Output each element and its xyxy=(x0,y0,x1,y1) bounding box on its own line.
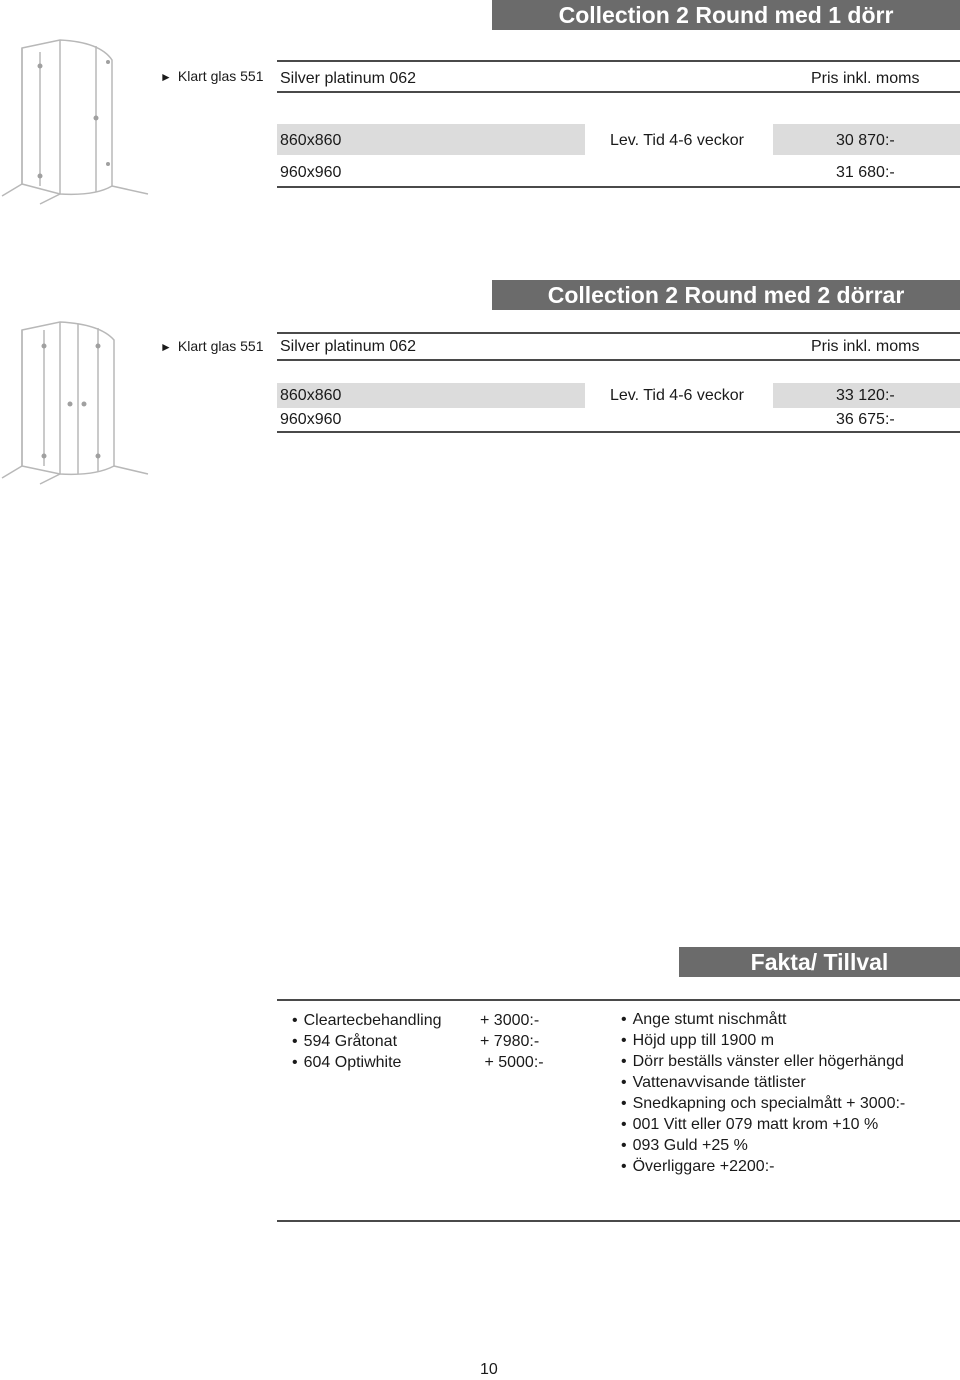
list-item xyxy=(292,1010,592,1031)
list-item: • Höjd upp till 1900 m xyxy=(621,1030,905,1051)
list-item: • 093 Guld +25 % xyxy=(621,1135,905,1156)
price-header: Pris inkl. moms xyxy=(811,338,920,355)
divider xyxy=(277,60,960,62)
list-item: • Överliggare +2200:- xyxy=(621,1156,905,1177)
list-item: • 001 Vitt eller 079 matt krom +10 % xyxy=(621,1114,905,1135)
divider xyxy=(277,359,960,361)
list-item xyxy=(292,1031,592,1052)
glass-label: Klart glas 551 xyxy=(177,338,264,354)
glass-option xyxy=(160,66,264,87)
option-price: + 3000:- xyxy=(480,1012,540,1029)
price-cell: 36 675:- xyxy=(836,411,895,428)
divider xyxy=(277,91,960,93)
option-name: • Cleartecbehandling xyxy=(292,1012,441,1029)
price-cell: 30 870:- xyxy=(836,132,895,149)
price-cell: 33 120:- xyxy=(836,387,895,404)
play-arrow-icon: ► xyxy=(160,340,172,354)
notes-list xyxy=(621,1009,905,1177)
lead-time: Lev. Tid 4-6 veckor xyxy=(610,387,744,404)
list-item: • Dörr beställs vänster eller högerhängd xyxy=(621,1051,905,1072)
divider xyxy=(277,1220,960,1222)
product-title: Collection 2 Round med 1 dörr xyxy=(492,0,960,30)
divider xyxy=(277,999,960,1001)
price-cell: 31 680:- xyxy=(836,164,895,181)
shower-enclosure-2-doors-icon xyxy=(0,316,150,486)
glass-option xyxy=(160,336,264,357)
page-number: 10 xyxy=(480,1361,498,1378)
option-name: • 594 Gråtonat xyxy=(292,1033,397,1050)
list-item: • Snedkapning och specialmått + 3000:- xyxy=(621,1093,905,1114)
list-item xyxy=(292,1052,592,1073)
size-cell: 960x960 xyxy=(280,164,342,181)
finish-label: Silver platinum 062 xyxy=(280,338,417,355)
divider xyxy=(277,186,960,188)
lead-time: Lev. Tid 4-6 veckor xyxy=(610,132,744,149)
size-cell: 860x860 xyxy=(280,132,342,149)
option-price: + 5000:- xyxy=(480,1054,544,1071)
divider xyxy=(277,332,960,334)
facts-title: Fakta/ Tillval xyxy=(679,947,960,977)
list-item: • Vattenavvisande tätlister xyxy=(621,1072,905,1093)
product-title: Collection 2 Round med 2 dörrar xyxy=(492,280,960,310)
shower-enclosure-1-door-icon xyxy=(0,36,150,206)
option-price: + 7980:- xyxy=(480,1033,540,1050)
option-name: • 604 Optiwhite xyxy=(292,1054,401,1071)
size-cell: 960x960 xyxy=(280,411,342,428)
price-header: Pris inkl. moms xyxy=(811,70,920,87)
list-item: • Ange stumt nischmått xyxy=(621,1009,905,1030)
glass-label: Klart glas 551 xyxy=(177,68,264,84)
finish-label: Silver platinum 062 xyxy=(280,70,417,87)
size-cell: 860x860 xyxy=(280,387,342,404)
play-arrow-icon: ► xyxy=(160,70,172,84)
divider xyxy=(277,431,960,433)
options-list xyxy=(292,1010,592,1073)
